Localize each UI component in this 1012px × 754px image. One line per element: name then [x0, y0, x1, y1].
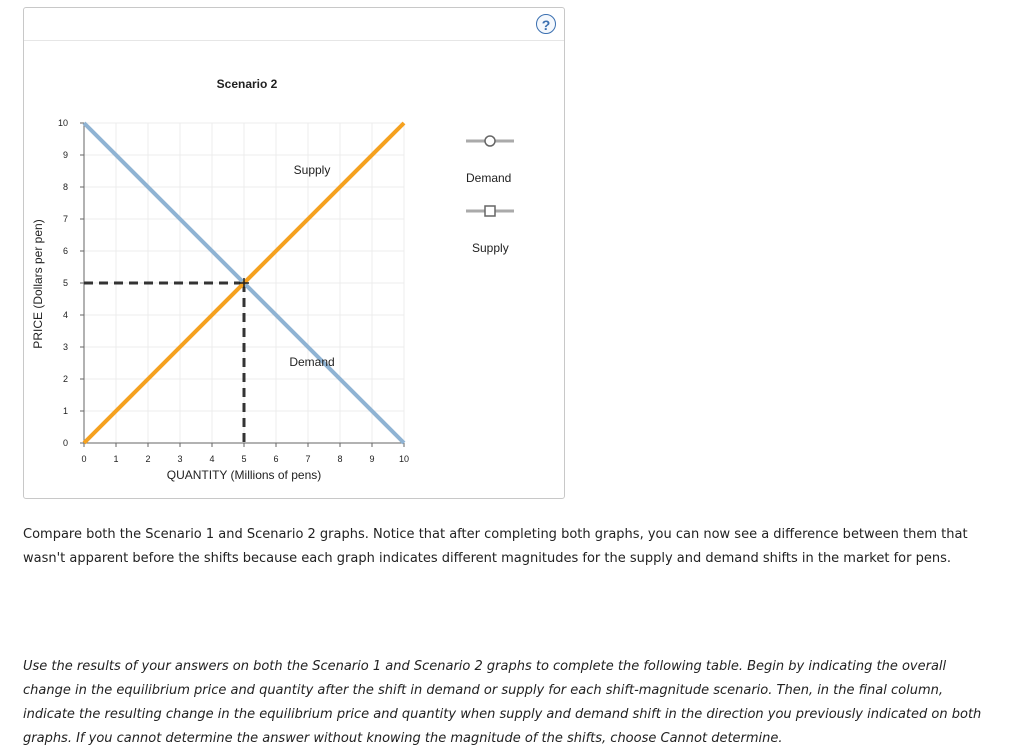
help-icon[interactable]: ? [536, 14, 556, 34]
supply-curve-label: Supply [293, 163, 331, 178]
instruction-paragraph-2: Use the results of your answers on both the Scenario 1 and Scenario 2 graphs to complete the following table. Begin by indicating the overall change in the equilibrium price and quantity after the shift in demand or supply for each shift-magnitude scenario. Then, in the final column, indicate the resulting change in the equilibrium price and quantity when supply and demand shift in the direction you previously indicated on both graphs. If you cannot determine the answer without knowing the magnitude of the shifts, choose Cannot determine. [23, 659, 982, 746]
x-tick-label: 5 [241, 454, 247, 464]
x-tick-label: 7 [305, 454, 311, 464]
x-tick-label: 3 [177, 454, 183, 464]
graph-panel [23, 7, 565, 499]
y-tick-label: 10 [57, 118, 68, 128]
y-axis-label: PRICE (Dollars per pen) [31, 219, 45, 349]
legend-demand-marker[interactable] [485, 136, 495, 146]
x-axis-label: QUANTITY (Millions of pens) [166, 468, 322, 482]
instruction-paragraph-1: Compare both the Scenario 1 and Scenario 2 graphs. Notice that after completing both graphs, you can now see a difference between them that wasn't apparent before the shifts because each graph indicates different magnitudes for the supply and demand shifts in the market for pens. [23, 527, 968, 566]
chart-texts [31, 77, 335, 482]
y-tick-label: 6 [62, 246, 68, 256]
x-tick-label: 10 [398, 454, 410, 464]
x-tick-label: 6 [273, 454, 279, 464]
legend-supply-marker[interactable] [485, 206, 495, 216]
y-tick-label: 3 [62, 342, 68, 352]
chart-title: Scenario 2 [216, 77, 278, 91]
demand-curve-label: Demand [289, 355, 335, 370]
x-tick-label: 4 [209, 454, 215, 464]
x-tick-label: 8 [337, 454, 343, 464]
y-tick-label: 4 [62, 310, 68, 320]
y-tick-label: 1 [62, 406, 68, 416]
y-tick-label: 0 [62, 438, 68, 448]
y-tick-label: 5 [62, 278, 68, 288]
y-tick-label: 7 [62, 214, 68, 224]
x-tick-label: 0 [81, 454, 87, 464]
y-tick-label: 2 [62, 374, 68, 384]
y-tick-label: 9 [62, 150, 68, 160]
y-tick-label: 8 [62, 182, 68, 192]
x-tick-label: 2 [145, 454, 151, 464]
legend-supply-label: Supply [472, 241, 509, 255]
x-tick-label: 1 [113, 454, 119, 464]
legend-demand-label: Demand [466, 171, 512, 185]
x-tick-label: 9 [369, 454, 375, 464]
